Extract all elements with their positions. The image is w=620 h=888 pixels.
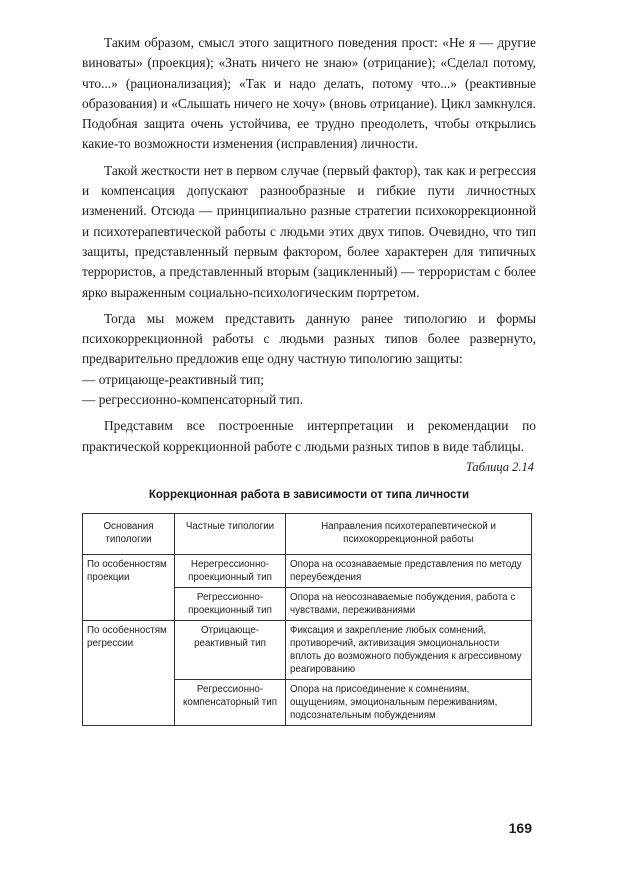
direction-cell: Опора на присоединение к сомнениям, ощущениям, эмоциональным переживаниям, подсознательным побуждениям bbox=[286, 680, 532, 726]
direction-cell: Фиксация и закрепление любых сомнений, противоречий, активизация эмоциональности вплоть до возможного побуждения к агрессивному реагированию bbox=[286, 621, 532, 680]
direction-cell: Опора на осознаваемые представления по методу переубеждения bbox=[286, 555, 532, 588]
basis-cell: По особенностям регрессии bbox=[83, 621, 175, 726]
table-row bbox=[83, 555, 532, 588]
list-item-1: — отрицающе-реактивный тип; bbox=[82, 371, 264, 387]
table-header-row bbox=[83, 514, 532, 555]
type-cell: Отрицающе-реактивный тип bbox=[175, 621, 286, 680]
correction-table bbox=[82, 513, 532, 726]
header-type: Частные типологии bbox=[175, 514, 286, 555]
paragraph-2: Такой жесткости нет в первом случае (первый фактор), так как и регрессия и компенсация допускают разнообразные и гибкие пути личностных изменений. Отсюда — принципиально разные стратегии психокоррекционной и психотерапевтической работы с людьми этих двух типов. Очевидно, что тип защиты, представленный первым фактором, более характерен для типичных террористов, а представленный вторым (зацикленный) — террористам с более ярко выраженным социально-психологическим портретом. bbox=[82, 162, 536, 300]
type-cell: Регрессионно-компенсаторный тип bbox=[175, 680, 286, 726]
header-basis: Основания типологии bbox=[83, 514, 175, 555]
header-direction: Направления психотерапевтической и психокоррекционной работы bbox=[286, 514, 532, 555]
page-number: 169 bbox=[508, 820, 532, 836]
paragraph-1: Таким образом, смысл этого защитного поведения прост: «Не я — другие виноваты» (проекция); «Знать ничего не знаю» (отрицание); «Сделал потому, что...» (рационализация); «Так и надо делать, потому что...» (реактивные образования) и «Слышать ничего не хочу» (вновь отрицание). Цикл замкнулся. Подобная защита очень устойчива, ее трудно преодолеть, чтобы открылись какие-то возможности изменения (исправления) личности. bbox=[82, 35, 536, 152]
direction-cell: Опора на неосознаваемые побуждения, работа с чувствами, переживаниями bbox=[286, 588, 532, 621]
paragraph-3: Тогда мы можем представить данную ранее типологию и формы психокоррекционной работы с людьми разных типов более развернуто, предварительно предложив еще одну частную типологию защиты: bbox=[82, 310, 536, 367]
basis-cell: По особенностям проекции bbox=[83, 555, 175, 621]
list-item-2: — регрессионно-компенсаторный тип. bbox=[82, 392, 304, 408]
type-cell: Нерегрессионно-проекционный тип bbox=[175, 555, 286, 588]
type-cell: Регрессионно-проекционный тип bbox=[175, 588, 286, 621]
paragraph-4: Представим все построенные интерпретации и рекомендации по практической коррекционной работе с людьми разных типов в виде таблицы. bbox=[82, 418, 536, 454]
table-label: Таблица 2.14 bbox=[465, 460, 534, 474]
table-title: Коррекционная работа в зависимости от типа личности bbox=[148, 489, 470, 501]
body-text bbox=[82, 33, 536, 463]
table-row bbox=[83, 621, 532, 680]
